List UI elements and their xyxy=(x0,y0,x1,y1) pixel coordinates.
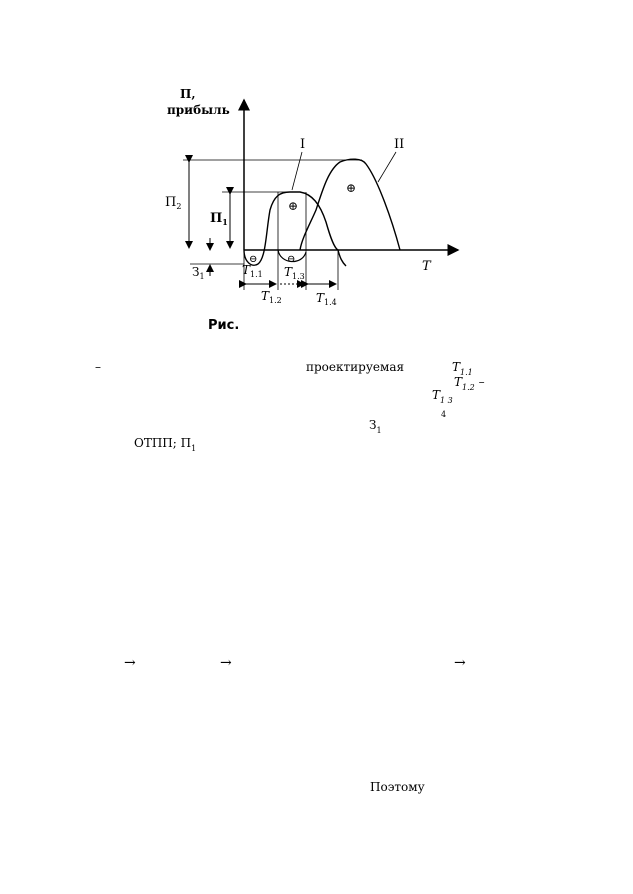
t11-label: $T_{1.1}$ xyxy=(242,263,263,279)
y-axis-label-1: П, xyxy=(180,87,196,101)
arrow-3: → xyxy=(454,655,466,671)
fragment-t13: $T_{1 3}$ xyxy=(432,388,453,405)
p2-label: $П_2$ xyxy=(165,195,182,211)
fragment-proektiruemaya: проектируемая xyxy=(306,360,405,374)
curve-I-label: I xyxy=(300,137,306,152)
minus-sign-1: ⊖ xyxy=(249,254,258,265)
minus-sign-2: ⊖ xyxy=(287,254,296,265)
fragment-t11: $T_{1.1}$ xyxy=(452,360,473,377)
curve-II-label: II xyxy=(394,137,405,152)
figure-svg xyxy=(0,0,633,360)
fragment-otpp: ОТПП; $П_1$ xyxy=(134,436,197,453)
profit-lifecycle-figure xyxy=(0,0,633,360)
p1-label: $П_1$ xyxy=(210,211,228,227)
fragment-poetomu: Поэтому xyxy=(370,780,425,794)
fragment-four: 4 xyxy=(441,410,447,419)
plus-sign-1: ⊕ xyxy=(288,199,299,213)
curve-II-leader xyxy=(378,152,396,182)
t12-label: $T_{1.2}$ xyxy=(261,289,282,305)
arrow-1: → xyxy=(124,655,136,671)
curve-II xyxy=(300,159,400,250)
plus-sign-2: ⊕ xyxy=(346,181,357,195)
t13-label: $T_{1.3}$ xyxy=(284,265,305,281)
arrow-2: → xyxy=(220,655,232,671)
figure-caption: Рис. xyxy=(208,318,240,333)
fragment-z1: $З_1$ xyxy=(369,418,382,435)
x-axis-label: T xyxy=(422,259,431,274)
z1-label: $З_1$ xyxy=(192,265,205,281)
fragment-t12: $T_{1.2}$ – xyxy=(454,375,485,392)
fragment-dash: – xyxy=(95,360,101,374)
t14-label: $T_{1.4}$ xyxy=(316,291,337,307)
y-axis-label-2: прибыль xyxy=(167,103,230,117)
curve-I-leader xyxy=(292,152,302,190)
